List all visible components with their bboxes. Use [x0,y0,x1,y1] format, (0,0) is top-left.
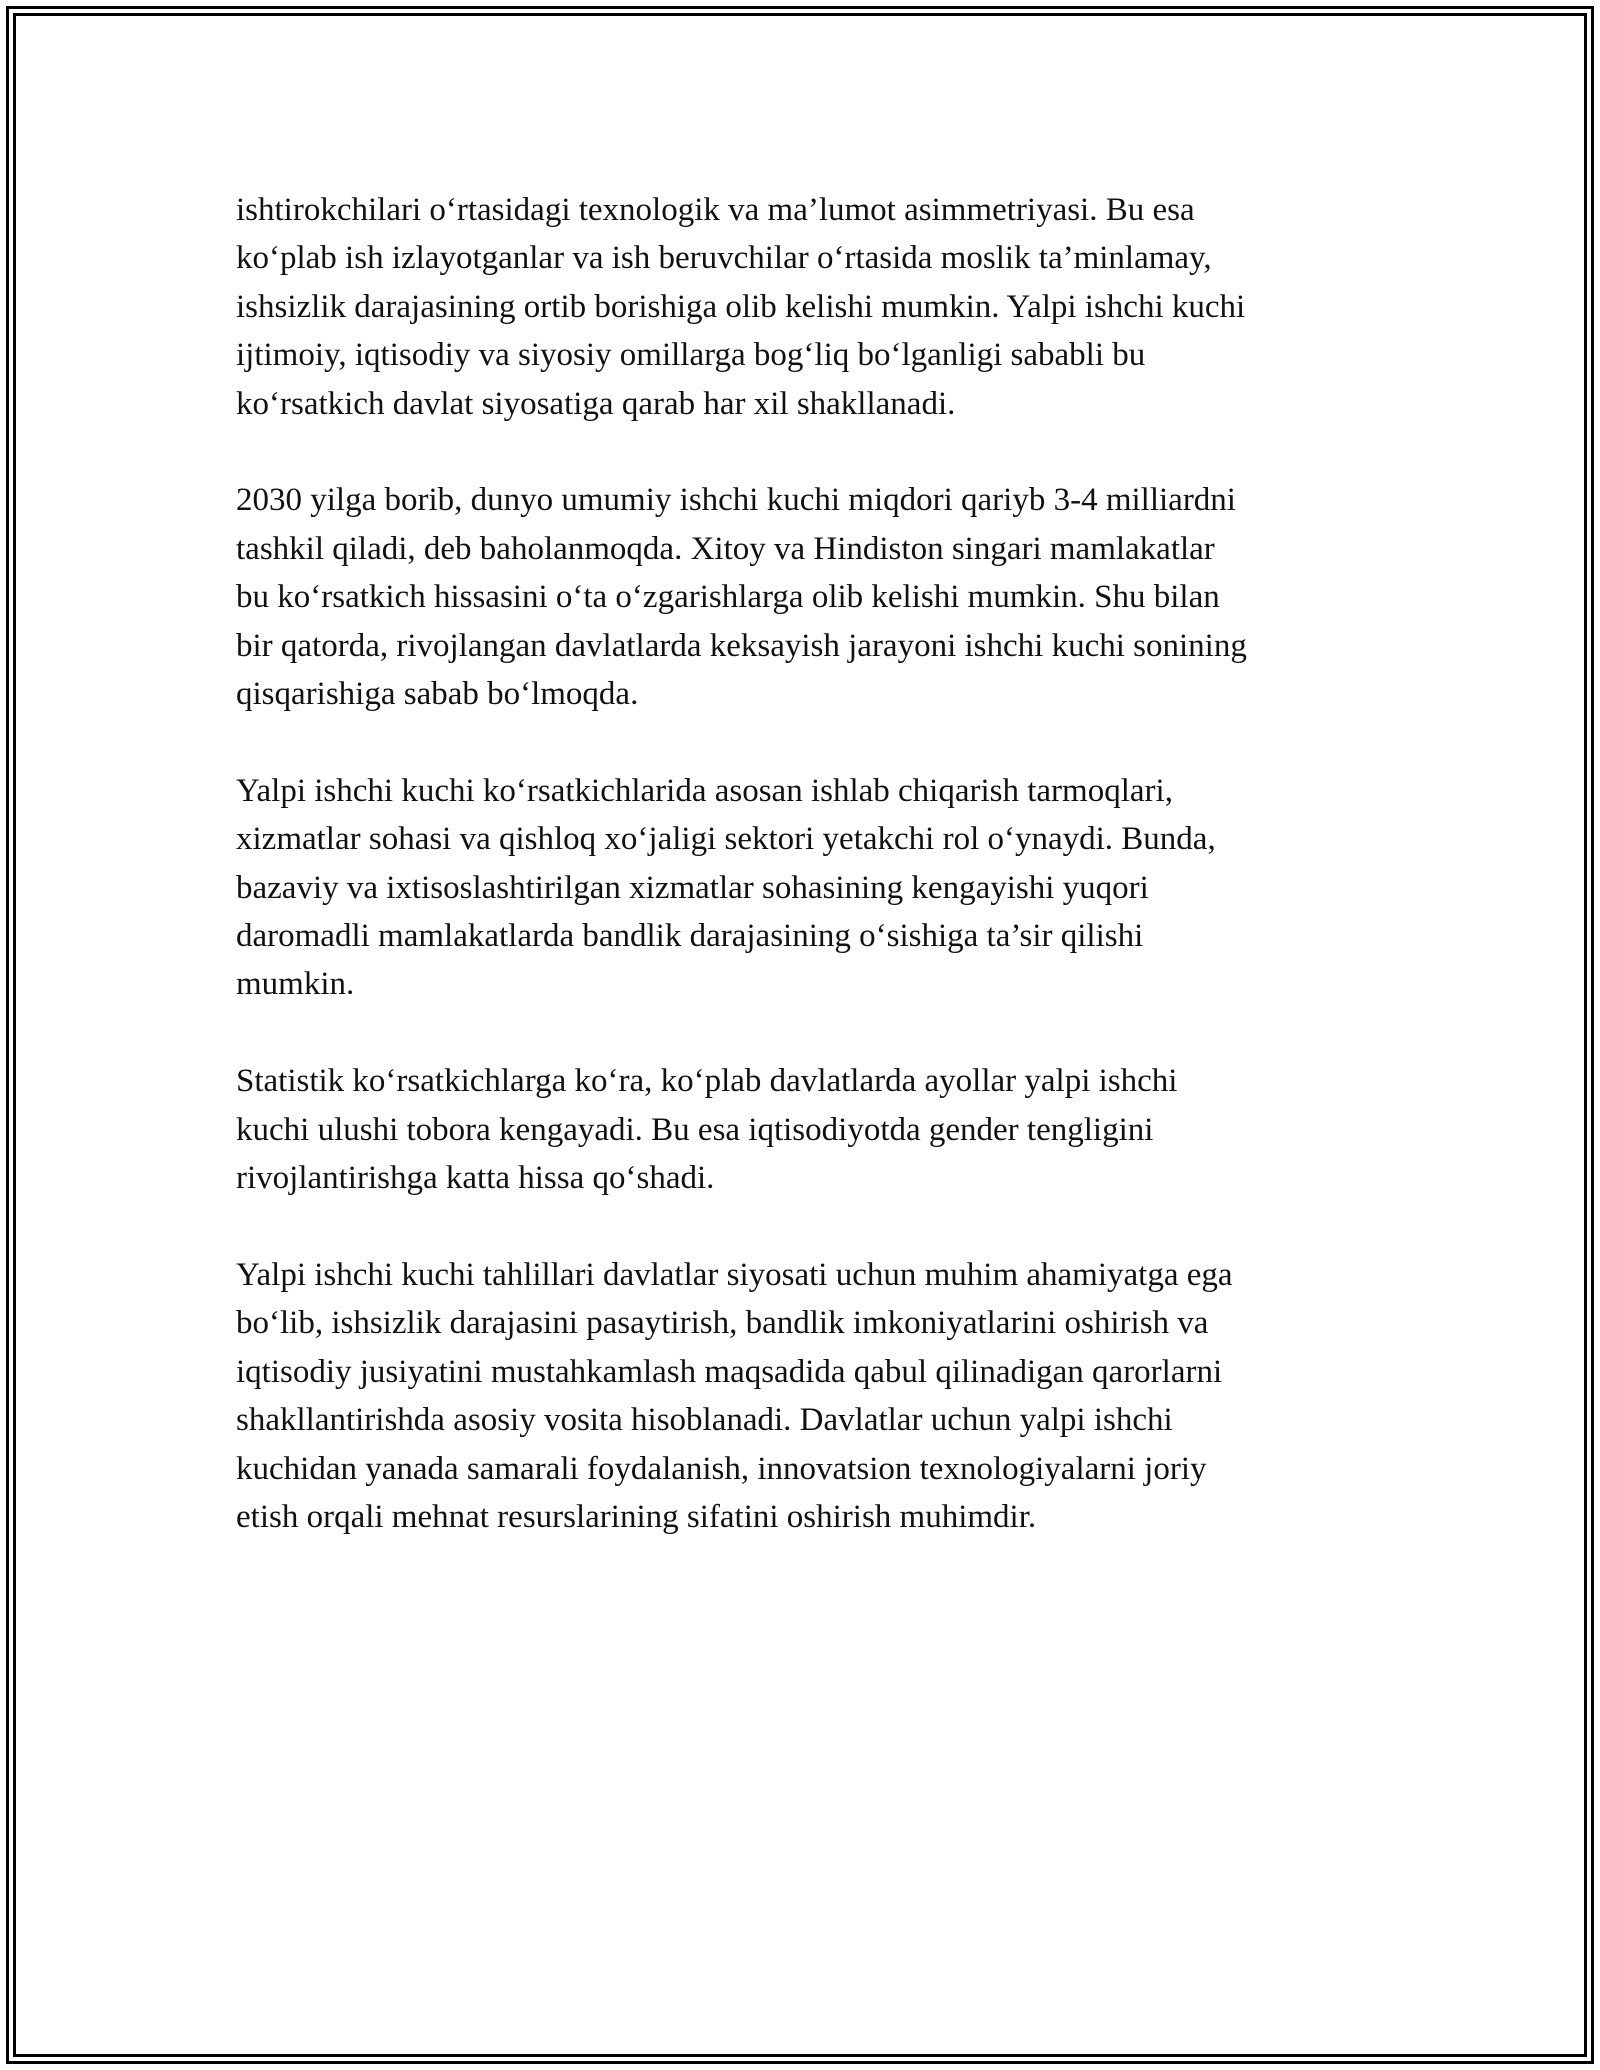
paragraph-4: Statistik ko‘rsatkichlarga ko‘ra, ko‘plab davlatlarda ayollar yalpi ishchi kuchi ulushi tobora kengayadi. Bu esa iqtisodiyotda gender tengligini rivojlantirishga katta hissa qo‘shadi. [236,1063,1178,1197]
paragraph-1: ishtirokchilari o‘rtasidagi texnologik va ma’lumot asimmetriyasi. Bu esa ko‘plab ish izlayotganlar va ish beruvchilar o‘rtasida moslik ta’minlamay, ishsizlik darajasining ortib borishiga olib kelishi mumkin. Yalpi ishchi kuchi ijtimoiy, iqtisodiy va siyosiy omillarga bog‘liq bo‘lganligi sababli bu ko‘rsatkich davlat siyosatiga qarab har xil shakllanadi. [236,192,1246,422]
document-body [236,186,1376,1590]
paragraph-5: Yalpi ishchi kuchi tahlillari davlatlar siyosati uchun muhim ahamiyatga ega bo‘lib, ishsizlik darajasini pasaytirish, bandlik imkoniyatlarini oshirish va iqtisodiy jusiyatini mustahkamlash maqsadida qabul qilinadigan qarorlarni shakllantirishda asosiy vosita hisoblanadi. Davlatlar uchun yalpi ishchi kuchidan yanada samarali foydalanish, innovatsion texnologiyalarni joriy etish orqali mehnat resurslarining sifatini oshirish muhimdir. [236,1256,1233,1535]
paragraph-2: 2030 yilga borib, dunyo umumiy ishchi kuchi miqdori qariyb 3-4 milliardni tashkil qiladi, deb baholanmoqda. Xitoy va Hindiston singari mamlakatlar bu ko‘rsatkich hissasini o‘ta o‘zgarishlarga olib kelishi mumkin. Shu bilan bir qatorda, rivojlangan davlatlarda keksayish jarayoni ishchi kuchi sonining qisqarishiga sabab bo‘lmoqda. [236,482,1247,713]
paragraph-3: Yalpi ishchi kuchi ko‘rsatkichlarida asosan ishlab chiqarish tarmoqlari, xizmatlar sohasi va qishloq xo‘jaligi sektori yetakchi rol o‘ynaydi. Bunda, bazaviy va ixtisoslashtirilgan xizmatlar sohasining kengayishi yuqori daromadli mamlakatlarda bandlik darajasining o‘sishiga ta’sir qilishi mumkin. [236,772,1216,1003]
